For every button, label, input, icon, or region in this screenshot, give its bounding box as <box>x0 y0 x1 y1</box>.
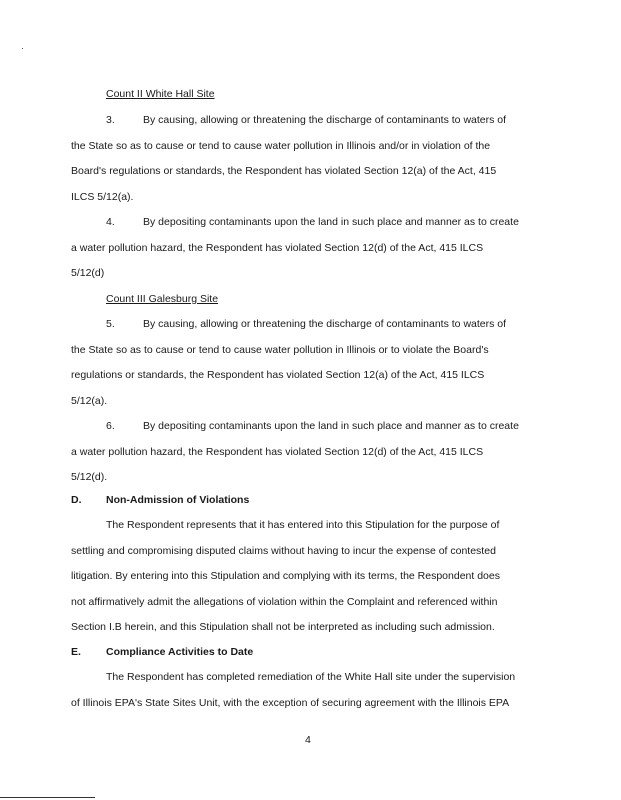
paragraph-3-line-1: By causing, allowing or threatening the discharge of contaminants to waters of <box>143 114 507 126</box>
section-d-line-3: litigation. By entering into this Stipulation and complying with its terms, the Respondent does <box>71 570 500 582</box>
paragraph-6-line-1: By depositing contaminants upon the land in such place and manner as to create <box>143 420 519 432</box>
section-d-line-1: The Respondent represents that it has entered into this Stipulation for the purpose of <box>106 519 500 531</box>
section-e-line-1: The Respondent has completed remediation of the White Hall site under the supervision <box>106 671 516 683</box>
paragraph-5-line-1: By causing, allowing or threatening the discharge of contaminants to waters of <box>143 318 507 330</box>
page-number: 4 <box>305 734 311 746</box>
paragraph-5-line-4: 5/12(a). <box>71 395 108 407</box>
paragraph-4-line-2: a water pollution hazard, the Respondent has violated Section 12(d) of the Act, 415 ILCS <box>71 242 484 254</box>
paragraph-3-line-4: ILCS 5/12(a). <box>71 191 134 203</box>
footer-rule <box>0 797 95 798</box>
section-d-line-2: settling and compromising disputed claims without having to incur the expense of contested <box>71 545 496 557</box>
section-d-line-5: Section I.B herein, and this Stipulation shall not be interpreted as including such admission. <box>71 621 495 633</box>
scan-speck <box>22 48 23 49</box>
section-e-letter: E. <box>71 646 81 658</box>
paragraph-3-line-2: the State so as to cause or tend to cause water pollution in Illinois and/or in violation of the <box>71 140 491 152</box>
paragraph-6-line-3: 5/12(d). <box>71 471 108 483</box>
paragraph-6-number: 6. <box>106 420 115 432</box>
paragraph-4-line-1: By depositing contaminants upon the land in such place and manner as to create <box>143 216 519 228</box>
count-iii-heading: Count III Galesburg Site <box>106 293 219 305</box>
section-d-title: Non-Admission of Violations <box>106 494 250 506</box>
paragraph-4-line-3: 5/12(d) <box>71 267 105 279</box>
paragraph-5-line-3: regulations or standards, the Respondent has violated Section 12(a) of the Act, 415 ILCS <box>71 369 485 381</box>
paragraph-5-line-2: the State so as to cause or tend to cause water pollution in Illinois or to violate the Board's <box>71 344 489 356</box>
paragraph-5-number: 5. <box>106 318 115 330</box>
section-e-title: Compliance Activities to Date <box>106 646 254 658</box>
paragraph-6-line-2: a water pollution hazard, the Respondent has violated Section 12(d) of the Act, 415 ILCS <box>71 446 484 458</box>
section-d-letter: D. <box>71 494 82 506</box>
count-ii-heading: Count II White Hall Site <box>106 88 215 100</box>
section-e-line-2: of Illinois EPA's State Sites Unit, with the exception of securing agreement with the Illinois EPA <box>71 697 510 709</box>
paragraph-3-line-3: Board's regulations or standards, the Respondent has violated Section 12(a) of the Act, 415 <box>71 165 497 177</box>
section-d-line-4: not affirmatively admit the allegations of violation within the Complaint and referenced within <box>71 596 498 608</box>
paragraph-4-number: 4. <box>106 216 115 228</box>
paragraph-3-number: 3. <box>106 114 115 126</box>
